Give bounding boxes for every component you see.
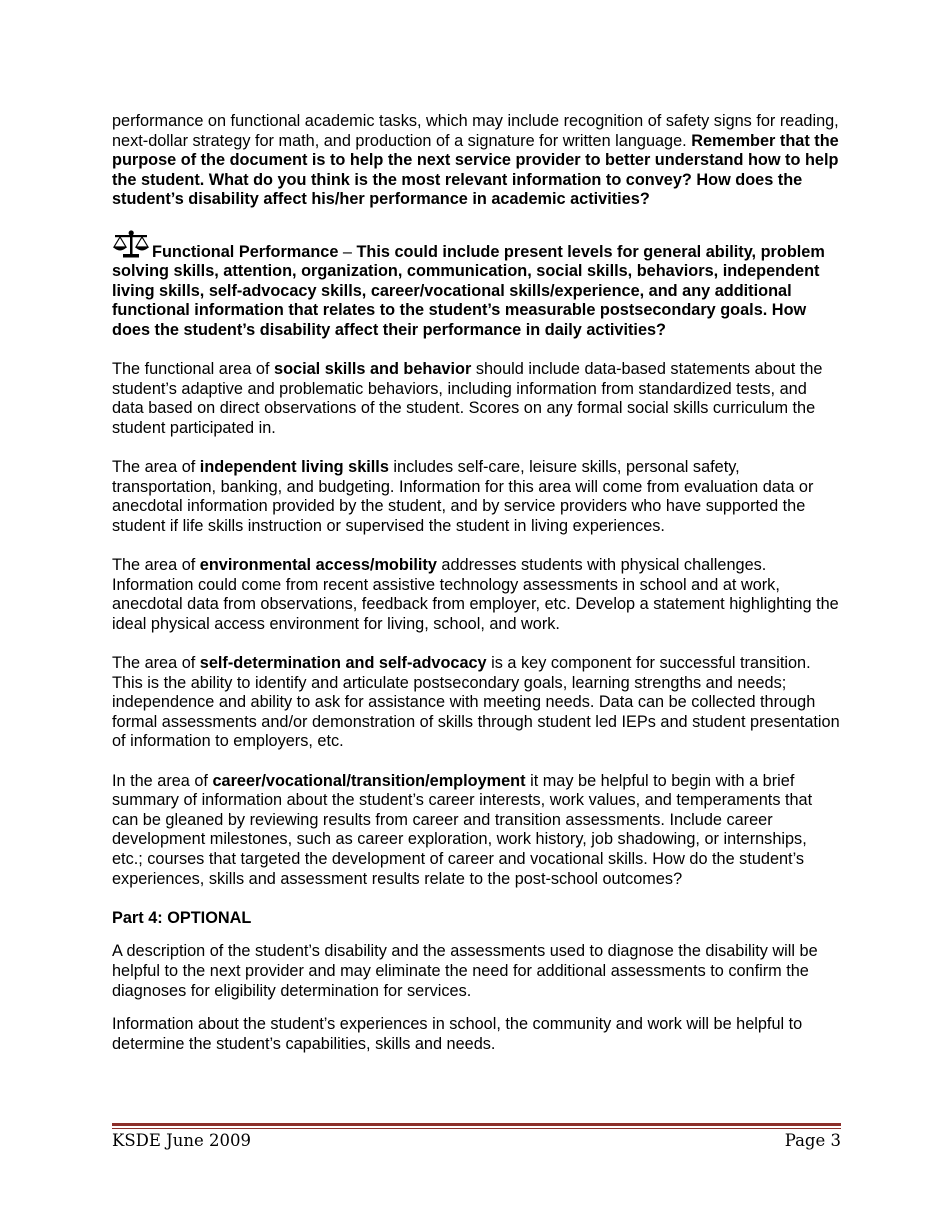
scales-icon — [112, 230, 150, 260]
social-pre: The functional area of — [112, 360, 275, 379]
career-bold: career/vocational/transition/employment — [212, 771, 526, 790]
social-bold: social skills and behavior — [274, 360, 472, 379]
part4-heading: Part 4: OPTIONAL — [112, 908, 252, 927]
environmental-bold: environmental access/mobility — [199, 556, 437, 575]
career-pre: In the area of — [112, 771, 213, 790]
intro-text: performance on functional academic tasks, which may include recognition of safety signs for reading, next-dollar strategy for math, and production of a signature for written language. — [112, 112, 839, 150]
selfdetermination-bold: self-determination and self-advocacy — [199, 654, 487, 673]
part4-paragraph-1: A description of the student’s disability and the assessments used to diagnose the disability will be helpful to the next provider and may eliminate the need for additional assessments to confirm the diagnoses for eligibility determination for services. — [112, 942, 818, 1000]
environmental-pre: The area of — [112, 556, 200, 575]
functional-dash: – — [338, 242, 357, 261]
footer-rule-thick — [112, 1123, 841, 1126]
footer-rule-thin — [112, 1128, 841, 1129]
selfdetermination-post: is a key component for successful transition. This is the ability to identify and articulate postsecondary goals, learning strengths and needs; independence and ability to ask for assistance with meeting needs. Data can be collected through formal assessments and/or demonstration of skills through student led IEPs and student presentation of information to employers, etc. — [112, 654, 840, 751]
career-post: it may be helpful to begin with a brief summary of information about the student’s career interests, work values, and temperaments that can be gleaned by reviewing results from career and transition assessments. Include career development milestones, such as career exploration, work history, job shadowing, or internships, etc.; courses that targeted the development of career and vocational skills. How do the student’s experiences, skills and assessment results relate to the post-school outcomes? — [112, 771, 813, 888]
self-determination-paragraph — [112, 654, 840, 752]
part4-paragraph-2: Information about the student’s experiences in school, the community and work will be helpful to determine the student’s capabilities, skills and needs. — [112, 1015, 803, 1053]
environmental-access-paragraph — [112, 556, 840, 634]
independent-bold: independent living skills — [199, 458, 389, 477]
selfdetermination-pre: The area of — [112, 654, 200, 673]
intro-bold-text: Remember that the purpose of the document is to help the next service provider to better understand how to help the student. What do you think is the most relevant information to convey? How does the student’s disability affect his/her performance in academic activities? — [112, 131, 839, 209]
intro-paragraph — [112, 112, 840, 210]
career-paragraph — [112, 772, 840, 890]
page-number: Page 3 — [784, 1131, 841, 1150]
independent-post: includes self-care, leisure skills, personal safety, transportation, banking, and budgeting. Information for this area will come from evaluation data or anecdotal information provided by the student, and by service providers who have supported the student if life skills instruction or supervised the student in living experiences. — [112, 458, 814, 535]
document-body — [112, 112, 840, 1074]
functional-performance-paragraph — [112, 230, 840, 341]
functional-title: Functional Performance — [152, 242, 339, 261]
independent-pre: The area of — [112, 458, 200, 477]
page-footer — [112, 1131, 841, 1150]
social-post: should include data-based statements about the student’s adaptive and problematic behaviors, including information from standardized tests, and data based on direct observations of the student. Scores on any formal social skills curriculum the student participated in. — [112, 360, 823, 437]
functional-text: This could include present levels for general ability, problem solving skills, attention, organization, communication, social skills, behaviors, independent living skills, self-advocacy skills, career/vocational skills/experience, and any additional functional information that relates to the student’s measurable postsecondary goals. How does the student’s disability affect their performance in daily activities? — [112, 242, 825, 339]
independent-living-paragraph — [112, 458, 840, 536]
footer-left: KSDE June 2009 — [112, 1131, 252, 1150]
environmental-post: addresses students with physical challenges. Information could come from recent assistive technology assessments in school and at work, anecdotal data from observations, feedback from employer, etc. Develop a statement highlighting the ideal physical access environment for living, school, and work. — [112, 556, 839, 633]
social-skills-paragraph — [112, 360, 840, 438]
